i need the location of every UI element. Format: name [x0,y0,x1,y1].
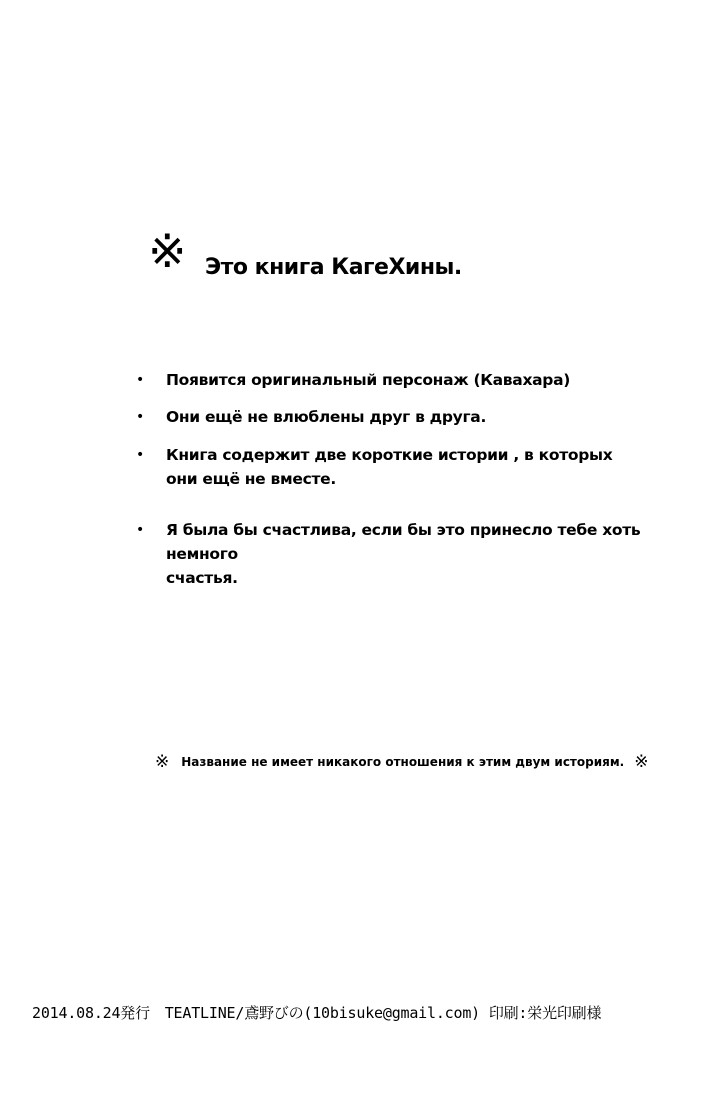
bullet-icon: • [136,447,145,463]
bullet-icon: • [136,522,145,538]
list-item-text: Появится оригинальный персонаж (Кавахара) [166,371,571,389]
colophon: 2014.08.24発行 TEATLINE/鳶野びの(10bisuke@gmail.com) 印刷:栄光印刷様 [32,1004,602,1022]
bullet-icon: • [136,372,145,388]
book-title: Это книга КагеХины. [205,255,462,280]
reference-mark-icon: ※ [634,752,649,772]
list-item-text: Книга содержит две короткие истории , в которых они ещё не вместе. [166,446,613,488]
reference-mark-icon: ※ [155,752,170,772]
disclaimer-text: Название не имеет никакого отношения к этим двум историям. [181,755,625,769]
list-item-text: Я была бы счастлива, если бы это принесло тебе хоть немного счастья. [166,521,641,587]
disclaimer-note [155,752,648,772]
bullet-icon: • [136,409,145,425]
reference-mark-icon: ※ [148,224,187,278]
list-item-text: Они ещё не влюблены друг в друга. [166,408,487,426]
